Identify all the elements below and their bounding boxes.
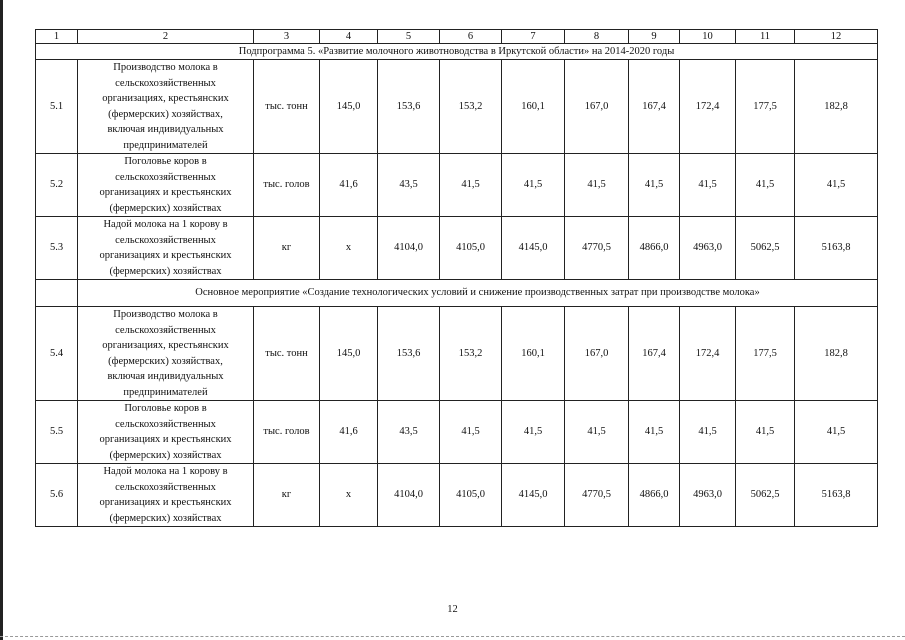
indicator-name-line: сельскохозяйственных	[115, 481, 216, 493]
value-cell: 160,1	[502, 60, 565, 154]
column-header: 10	[680, 30, 736, 44]
indicator-name	[78, 464, 254, 527]
column-header: 4	[320, 30, 378, 44]
table-row	[36, 401, 878, 464]
indicator-name	[78, 307, 254, 401]
indicator-name-line: сельскохозяйственных	[115, 234, 216, 246]
value-cell: 41,5	[795, 401, 878, 464]
value-cell: 145,0	[320, 60, 378, 154]
column-header: 11	[736, 30, 795, 44]
value-cell: 43,5	[378, 401, 440, 464]
indicator-name-line: включая индивидуальных	[107, 124, 224, 135]
unit-cell: тыс. тонн	[254, 60, 320, 154]
indicator-name-line: Поголовье коров в	[124, 156, 207, 167]
row-number: 5.3	[36, 217, 78, 280]
value-cell: х	[320, 217, 378, 280]
value-cell: 167,4	[629, 60, 680, 154]
value-cell: 172,4	[680, 60, 736, 154]
value-cell: 41,5	[565, 154, 629, 217]
column-header: 1	[36, 30, 78, 44]
value-cell: 41,5	[502, 154, 565, 217]
value-cell: 4866,0	[629, 217, 680, 280]
rows-group-b	[36, 307, 878, 527]
page-bottom-rule	[0, 636, 905, 638]
indicator-name-line: предпринимателей	[123, 139, 208, 151]
indicator-name	[78, 154, 254, 217]
value-cell: 4770,5	[565, 464, 629, 527]
value-cell: 153,6	[378, 307, 440, 401]
value-cell: 4105,0	[440, 464, 502, 527]
empty-cell	[36, 280, 78, 307]
indicator-name	[78, 401, 254, 464]
indicator-name	[78, 217, 254, 280]
indicator-name-line: Надой молока на 1 корову в	[103, 219, 228, 230]
indicator-name-line: организациях и крестьянских	[99, 250, 232, 261]
scan-edge	[0, 0, 3, 640]
value-cell: 41,5	[502, 401, 565, 464]
value-cell: 4963,0	[680, 464, 736, 527]
indicator-name-line: (фермерских) хозяйствах	[109, 202, 222, 214]
value-cell: 167,0	[565, 307, 629, 401]
row-number: 5.1	[36, 60, 78, 154]
value-cell: 41,6	[320, 401, 378, 464]
unit-cell: кг	[254, 217, 320, 280]
column-header: 8	[565, 30, 629, 44]
indicator-name	[78, 60, 254, 154]
row-number: 5.4	[36, 307, 78, 401]
table-row	[36, 307, 878, 401]
value-cell: 172,4	[680, 307, 736, 401]
indicator-name-line: организациях и крестьянских	[99, 187, 232, 198]
column-header: 6	[440, 30, 502, 44]
indicator-name-line: предпринимателей	[123, 386, 208, 398]
table-row	[36, 464, 878, 527]
value-cell: 4104,0	[378, 217, 440, 280]
value-cell: 4145,0	[502, 464, 565, 527]
column-header: 12	[795, 30, 878, 44]
value-cell: 177,5	[736, 307, 795, 401]
unit-cell: тыс. тонн	[254, 307, 320, 401]
indicator-name-line: Надой молока на 1 корову в	[103, 466, 228, 477]
column-header: 5	[378, 30, 440, 44]
value-cell: 182,8	[795, 307, 878, 401]
indicator-name-line: организациях и крестьянских	[99, 497, 232, 508]
indicator-name-line: (фермерских) хозяйствах,	[108, 108, 223, 120]
value-cell: х	[320, 464, 378, 527]
value-cell: 41,5	[680, 154, 736, 217]
indicator-name-line: организациях и крестьянских	[99, 434, 232, 445]
value-cell: 4145,0	[502, 217, 565, 280]
table-row	[36, 217, 878, 280]
table-row	[36, 60, 878, 154]
value-cell: 153,2	[440, 60, 502, 154]
main-event-title: Основное мероприятие «Создание технологических условий и снижение производственных затрат при производстве молока»	[78, 280, 878, 307]
value-cell: 4866,0	[629, 464, 680, 527]
value-cell: 5062,5	[736, 217, 795, 280]
indicator-name-line: Производство молока в	[113, 62, 218, 73]
indicator-name-line: Производство молока в	[113, 309, 218, 320]
value-cell: 41,5	[629, 401, 680, 464]
indicator-name-line: организациях, крестьянских	[102, 93, 229, 104]
value-cell: 5163,8	[795, 217, 878, 280]
column-header: 3	[254, 30, 320, 44]
value-cell: 41,6	[320, 154, 378, 217]
column-header: 2	[78, 30, 254, 44]
value-cell: 153,2	[440, 307, 502, 401]
table-row	[36, 154, 878, 217]
rows-group-a	[36, 60, 878, 280]
indicator-name-line: Поголовье коров в	[124, 403, 207, 414]
value-cell: 160,1	[502, 307, 565, 401]
value-cell: 167,4	[629, 307, 680, 401]
value-cell: 4770,5	[565, 217, 629, 280]
row-number: 5.6	[36, 464, 78, 527]
subprogram-row	[36, 44, 878, 60]
indicator-name-line: (фермерских) хозяйствах	[109, 512, 222, 524]
value-cell: 145,0	[320, 307, 378, 401]
indicator-name-line: (фермерских) хозяйствах,	[108, 355, 223, 367]
value-cell: 5062,5	[736, 464, 795, 527]
value-cell: 41,5	[680, 401, 736, 464]
main-event-row	[36, 280, 878, 307]
indicator-name-line: (фермерских) хозяйствах	[109, 265, 222, 277]
unit-cell: кг	[254, 464, 320, 527]
value-cell: 41,5	[795, 154, 878, 217]
indicator-name-line: включая индивидуальных	[107, 371, 224, 382]
value-cell: 182,8	[795, 60, 878, 154]
row-number: 5.2	[36, 154, 78, 217]
value-cell: 41,5	[736, 401, 795, 464]
value-cell: 41,5	[736, 154, 795, 217]
value-cell: 177,5	[736, 60, 795, 154]
indicator-name-line: сельскохозяйственных	[115, 171, 216, 183]
indicator-name-line: сельскохозяйственных	[115, 324, 216, 336]
header-row	[36, 30, 878, 44]
value-cell: 41,5	[629, 154, 680, 217]
column-header: 9	[629, 30, 680, 44]
value-cell: 41,5	[440, 154, 502, 217]
column-header: 7	[502, 30, 565, 44]
indicators-table	[35, 29, 878, 527]
value-cell: 167,0	[565, 60, 629, 154]
value-cell: 4963,0	[680, 217, 736, 280]
indicator-name-line: сельскохозяйственных	[115, 77, 216, 89]
page-number: 12	[447, 604, 458, 615]
subprogram-title: Подпрограмма 5. «Развитие молочного животноводства в Иркутской области» на 2014-2020 годы	[36, 44, 878, 60]
indicator-name-line: организациях, крестьянских	[102, 340, 229, 351]
value-cell: 41,5	[565, 401, 629, 464]
value-cell: 4105,0	[440, 217, 502, 280]
value-cell: 43,5	[378, 154, 440, 217]
indicator-name-line: сельскохозяйственных	[115, 418, 216, 430]
value-cell: 41,5	[440, 401, 502, 464]
value-cell: 5163,8	[795, 464, 878, 527]
unit-cell: тыс. голов	[254, 401, 320, 464]
value-cell: 4104,0	[378, 464, 440, 527]
indicator-name-line: (фермерских) хозяйствах	[109, 449, 222, 461]
unit-cell: тыс. голов	[254, 154, 320, 217]
value-cell: 153,6	[378, 60, 440, 154]
row-number: 5.5	[36, 401, 78, 464]
